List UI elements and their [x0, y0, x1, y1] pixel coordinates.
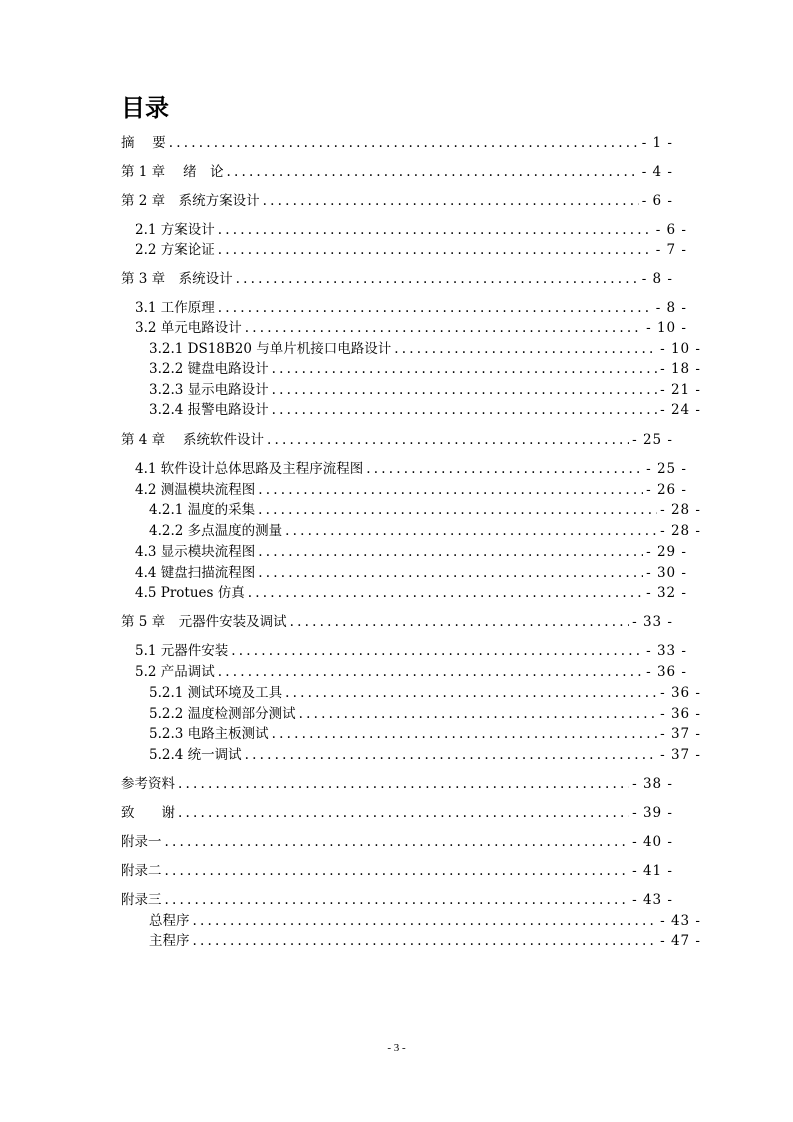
- toc-leader-dots: [193, 931, 658, 951]
- toc-entry-page: - 40 -: [632, 834, 673, 850]
- toc-entry-page: - 1 -: [641, 135, 673, 151]
- toc-leader-dots: [299, 704, 657, 724]
- toc-entry[interactable]: [121, 745, 701, 765]
- toc-entry[interactable]: [121, 162, 673, 182]
- toc-entry[interactable]: [121, 459, 687, 479]
- toc-entry[interactable]: [121, 662, 687, 682]
- toc-entry-page: - 39 -: [632, 805, 673, 821]
- toc-entry-label: 5.2 产品调试: [135, 664, 215, 680]
- toc-entry[interactable]: [121, 220, 687, 240]
- toc-leader-dots: [267, 430, 629, 450]
- toc-entry-label: 主程序: [149, 933, 190, 949]
- toc-entry-page: - 29 -: [646, 544, 687, 560]
- toc-entry[interactable]: [121, 359, 701, 379]
- toc-entry-label: 3.2.1 DS18B20 与单片机接口电路设计: [149, 341, 392, 357]
- toc-entry-page: - 6 -: [655, 222, 687, 238]
- toc-entry[interactable]: [121, 931, 701, 951]
- toc-entry-page: - 28 -: [660, 523, 701, 539]
- toc-entry-page: - 18 -: [660, 361, 701, 377]
- toc-entry-page: - 28 -: [660, 502, 701, 518]
- toc-entry[interactable]: [121, 890, 673, 910]
- toc-entry-page: - 43 -: [660, 913, 701, 929]
- toc-entry-label: 总程序: [149, 913, 190, 929]
- toc-entry-label: 附录一: [121, 834, 162, 850]
- toc-leader-dots: [245, 318, 643, 338]
- toc-entry[interactable]: [121, 683, 701, 703]
- toc-entry-label: 参考资料: [121, 776, 175, 792]
- toc-entry-page: - 4 -: [641, 164, 673, 180]
- toc-entry[interactable]: [121, 269, 673, 289]
- toc-leader-dots: [226, 162, 638, 182]
- toc-entry-label: 第 1 章 绪 论: [121, 164, 224, 180]
- toc-entry-page: - 7 -: [655, 242, 687, 258]
- toc-leader-dots: [165, 861, 630, 881]
- toc-leader-dots: [165, 890, 630, 910]
- toc-leader-dots: [258, 563, 643, 583]
- toc-leader-dots: [258, 480, 643, 500]
- toc-entry[interactable]: [121, 542, 687, 562]
- toc-leader-dots: [236, 269, 639, 289]
- toc-entry[interactable]: [121, 400, 701, 420]
- toc-entry-label: 5.2.2 温度检测部分测试: [149, 706, 296, 722]
- toc-entry[interactable]: [121, 298, 687, 318]
- toc-leader-dots: [178, 774, 629, 794]
- toc-entry-label: 4.5 Protues 仿真: [135, 585, 245, 601]
- toc-entry-label: 4.2 测温模块流程图: [135, 482, 256, 498]
- toc-entry[interactable]: [121, 133, 673, 153]
- toc-leader-dots: [272, 724, 657, 744]
- toc-leader-dots: [258, 542, 643, 562]
- toc-entry-label: 3.2.3 显示电路设计: [149, 382, 269, 398]
- toc-entry-label: 致 谢: [121, 805, 175, 821]
- toc-leader-dots: [272, 359, 657, 379]
- toc-entry[interactable]: [121, 774, 673, 794]
- toc-entry-page: - 24 -: [660, 402, 701, 418]
- toc-entry-label: 第 2 章 系统方案设计: [121, 193, 260, 209]
- toc-entry-page: - 10 -: [660, 341, 701, 357]
- toc-entry[interactable]: [121, 832, 673, 852]
- toc-entry-label: 5.2.3 电路主板测试: [149, 726, 269, 742]
- toc-entry-page: - 26 -: [646, 482, 687, 498]
- toc-entry[interactable]: [121, 704, 701, 724]
- toc-leader-dots: [169, 133, 639, 153]
- toc-leader-dots: [366, 459, 643, 479]
- toc-entry[interactable]: [121, 318, 687, 338]
- toc-entry[interactable]: [121, 724, 701, 744]
- toc-entry-label: 3.2.2 键盘电路设计: [149, 361, 269, 377]
- toc-entry-page: - 8 -: [641, 271, 673, 287]
- toc-entry-label: 4.4 键盘扫描流程图: [135, 565, 256, 581]
- toc-leader-dots: [394, 339, 657, 359]
- toc-entry-label: 4.3 显示模块流程图: [135, 544, 256, 560]
- toc-entry[interactable]: [121, 339, 701, 359]
- toc-leader-dots: [272, 400, 657, 420]
- toc-leader-dots: [258, 500, 657, 520]
- toc-leader-dots: [248, 583, 643, 603]
- toc-entry-label: 5.1 元器件安装: [135, 643, 229, 659]
- toc-entry-label: 3.2.4 报警电路设计: [149, 402, 269, 418]
- toc-entry[interactable]: [121, 612, 673, 632]
- toc-entry[interactable]: [121, 641, 687, 661]
- toc-entry-page: - 36 -: [660, 706, 701, 722]
- page-title: 目录: [121, 94, 169, 122]
- toc-entry-page: - 25 -: [632, 432, 673, 448]
- toc-entry-page: - 43 -: [632, 892, 673, 908]
- toc-entry-label: 第 4 章 系统软件设计: [121, 432, 264, 448]
- toc-entry-label: 4.1 软件设计总体思路及主程序流程图: [135, 461, 364, 477]
- toc-entry[interactable]: [121, 191, 673, 211]
- toc-entry[interactable]: [121, 521, 701, 541]
- toc-leader-dots: [290, 612, 629, 632]
- toc-entry-label: 5.2.4 统一调试: [149, 747, 242, 763]
- toc-entry[interactable]: [121, 583, 687, 603]
- toc-entry-page: - 8 -: [655, 300, 687, 316]
- toc-leader-dots: [218, 240, 653, 260]
- toc-leader-dots: [285, 683, 657, 703]
- toc-leader-dots: [245, 745, 657, 765]
- toc-entry-label: 摘 要: [121, 135, 166, 151]
- toc-entry[interactable]: [121, 803, 673, 823]
- toc-entry-label: 第 5 章 元器件安装及调试: [121, 614, 287, 630]
- toc-entry-label: 3.2 单元电路设计: [135, 320, 242, 336]
- toc-entry-page: - 37 -: [660, 726, 701, 742]
- toc-entry-label: 第 3 章 系统设计: [121, 271, 233, 287]
- toc-leader-dots: [165, 832, 630, 852]
- toc-entry-page: - 47 -: [660, 933, 701, 949]
- toc-entry-page: - 21 -: [660, 382, 701, 398]
- toc-entry-label: 3.1 工作原理: [135, 300, 215, 316]
- toc-entry-page: - 38 -: [632, 776, 673, 792]
- toc-entry[interactable]: [121, 430, 673, 450]
- toc-entry[interactable]: [121, 380, 701, 400]
- toc-entry-page: - 41 -: [632, 863, 673, 879]
- toc-entry-page: - 37 -: [660, 747, 701, 763]
- page-number-footer: - 3 -: [387, 1042, 406, 1054]
- toc-leader-dots: [285, 521, 657, 541]
- toc-entry-label: 5.2.1 测试环境及工具: [149, 685, 283, 701]
- toc-leader-dots: [272, 380, 657, 400]
- toc-entry-label: 附录三: [121, 892, 162, 908]
- toc-entry[interactable]: [121, 500, 701, 520]
- toc-entry[interactable]: [121, 563, 687, 583]
- toc-entry-page: - 33 -: [632, 614, 673, 630]
- toc-entry-page: - 25 -: [646, 461, 687, 477]
- toc-leader-dots: [263, 191, 639, 211]
- toc-entry[interactable]: [121, 861, 673, 881]
- toc-leader-dots: [178, 803, 629, 823]
- toc-entry-label: 2.2 方案论证: [135, 242, 215, 258]
- toc-entry-page: - 36 -: [660, 685, 701, 701]
- toc-leader-dots: [218, 220, 653, 240]
- toc-entry-page: - 33 -: [646, 643, 687, 659]
- toc-entry-page: - 30 -: [646, 565, 687, 581]
- toc-leader-dots: [193, 911, 658, 931]
- toc-entry-page: - 36 -: [646, 664, 687, 680]
- toc-entry[interactable]: [121, 911, 701, 931]
- toc-entry-page: - 32 -: [646, 585, 687, 601]
- toc-leader-dots: [218, 662, 643, 682]
- toc-entry[interactable]: [121, 240, 687, 260]
- toc-entry-page: - 6 -: [641, 193, 673, 209]
- toc-entry-page: - 10 -: [646, 320, 687, 336]
- toc-leader-dots: [218, 298, 653, 318]
- toc-entry-label: 4.2.2 多点温度的测量: [149, 523, 283, 539]
- toc-entry-label: 4.2.1 温度的采集: [149, 502, 256, 518]
- toc-entry-label: 2.1 方案设计: [135, 222, 215, 238]
- toc-entry-label: 附录二: [121, 863, 162, 879]
- toc-entry[interactable]: [121, 480, 687, 500]
- toc-leader-dots: [231, 641, 643, 661]
